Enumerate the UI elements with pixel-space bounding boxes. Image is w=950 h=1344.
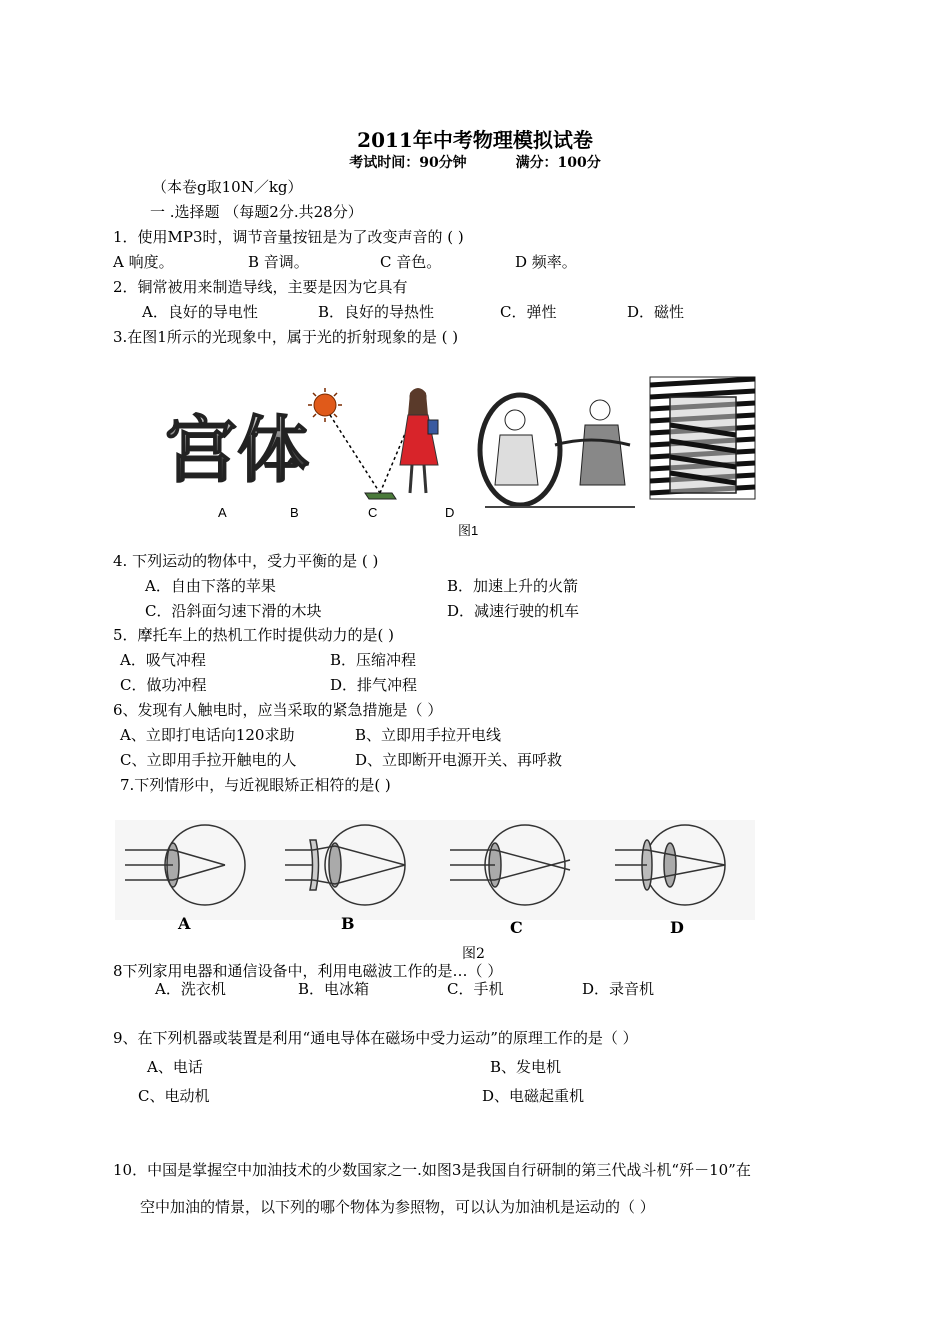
- page-title: 2011年中考物理模拟试卷: [357, 128, 593, 152]
- option: B．电冰箱: [298, 980, 370, 998]
- figure-2-eyes: [115, 820, 755, 920]
- figure-2-label-b: B: [341, 914, 355, 933]
- option: A 响度。: [113, 253, 174, 271]
- figure-1b-girl-book: [308, 388, 438, 499]
- option: C、立即用手拉开触电的人: [120, 751, 297, 769]
- option: D．排气冲程: [330, 676, 418, 694]
- option: A．良好的导电性: [142, 303, 258, 321]
- question-4: 4. 下列运动的物体中，受力平衡的是 ( ): [113, 552, 379, 570]
- question-7: 7.下列情形中，与近视眼矫正相符的是( ): [120, 776, 391, 794]
- section-heading: 一 .选择题 （每题2分.共28分）: [150, 203, 363, 221]
- option: B、发电机: [490, 1058, 562, 1076]
- figure-1c-mirror: [480, 395, 635, 507]
- option: C．沿斜面匀速下滑的木块: [145, 602, 322, 620]
- figure-1-caption: 图1: [458, 523, 479, 538]
- option: C、电动机: [138, 1087, 210, 1105]
- question-3: 3.在图1所示的光现象中，属于光的折射现象的是 ( ): [113, 328, 459, 346]
- option: A．自由下落的苹果: [145, 577, 276, 595]
- option: B．良好的导热性: [318, 303, 435, 321]
- question-10-continued: 空中加油的情景，以下列的哪个物体为参照物，可以认为加油机是运动的（ ）: [140, 1198, 655, 1216]
- question-5: 5．摩托车上的热机工作时提供动力的是( ): [113, 626, 395, 644]
- figure-2-label-a: A: [178, 914, 191, 933]
- figure-2-caption: 图2: [462, 946, 485, 962]
- option: B、立即用手拉开电线: [355, 726, 502, 744]
- note: （本卷g取10N／kg）: [152, 178, 303, 196]
- option: C．做功冲程: [120, 676, 207, 694]
- figure-1-label-c: C: [368, 505, 378, 520]
- figure-2-label-c: C: [510, 918, 523, 937]
- exam-score: 满分：100分: [515, 155, 601, 171]
- question-9: 9、在下列机器或装置是利用“通电导体在磁场中受力运动”的原理工作的是（ ）: [113, 1029, 638, 1047]
- option: D 频率。: [515, 253, 577, 271]
- question-6: 6、发现有人触电时，应当采取的紧急措施是（ ）: [113, 701, 443, 719]
- option: C 音色。: [380, 253, 442, 271]
- figure-1a-letters: [165, 408, 309, 492]
- option: B 音调。: [248, 253, 309, 271]
- option: A．吸气冲程: [120, 651, 206, 669]
- figure-2-label-d: D: [670, 918, 684, 937]
- exam-time: 考试时间：90分钟: [349, 155, 467, 171]
- option: D、立即断开电源开关、再呼救: [355, 751, 563, 769]
- option: D．录音机: [582, 980, 655, 998]
- question-2: 2．铜常被用来制造导线，主要是因为它具有: [113, 278, 408, 296]
- option: C．弹性: [500, 303, 557, 321]
- question-1: 1．使用MP3时，调节音量按钮是为了改变声音的 ( ): [113, 228, 464, 246]
- figure-1a-text: 宫体: [165, 408, 310, 492]
- option: D、电磁起重机: [482, 1087, 585, 1105]
- question-8: 8下列家用电器和通信设备中，利用电磁波工作的是…（ ）: [113, 962, 503, 980]
- figure-1-images: [160, 375, 760, 515]
- option: D．减速行驶的机车: [447, 602, 580, 620]
- exam-info: [0, 152, 950, 172]
- option: B．压缩冲程: [330, 651, 417, 669]
- option: A．洗衣机: [155, 980, 226, 998]
- option: A、电话: [147, 1058, 203, 1076]
- option: B．加速上升的火箭: [447, 577, 579, 595]
- figure-1d-glass-stripes: [650, 377, 755, 499]
- option: C．手机: [447, 980, 504, 998]
- figure-1-label-d: D: [445, 505, 455, 520]
- option: D．磁性: [627, 303, 685, 321]
- question-10: 10．中国是掌握空中加油技术的少数国家之一.如图3是我国自行研制的第三代战斗机“歼－10”在: [113, 1161, 751, 1179]
- figure-1-label-a: A: [218, 505, 227, 520]
- figure-1-label-b: B: [290, 505, 299, 520]
- option: A、立即打电话向120求助: [120, 726, 295, 744]
